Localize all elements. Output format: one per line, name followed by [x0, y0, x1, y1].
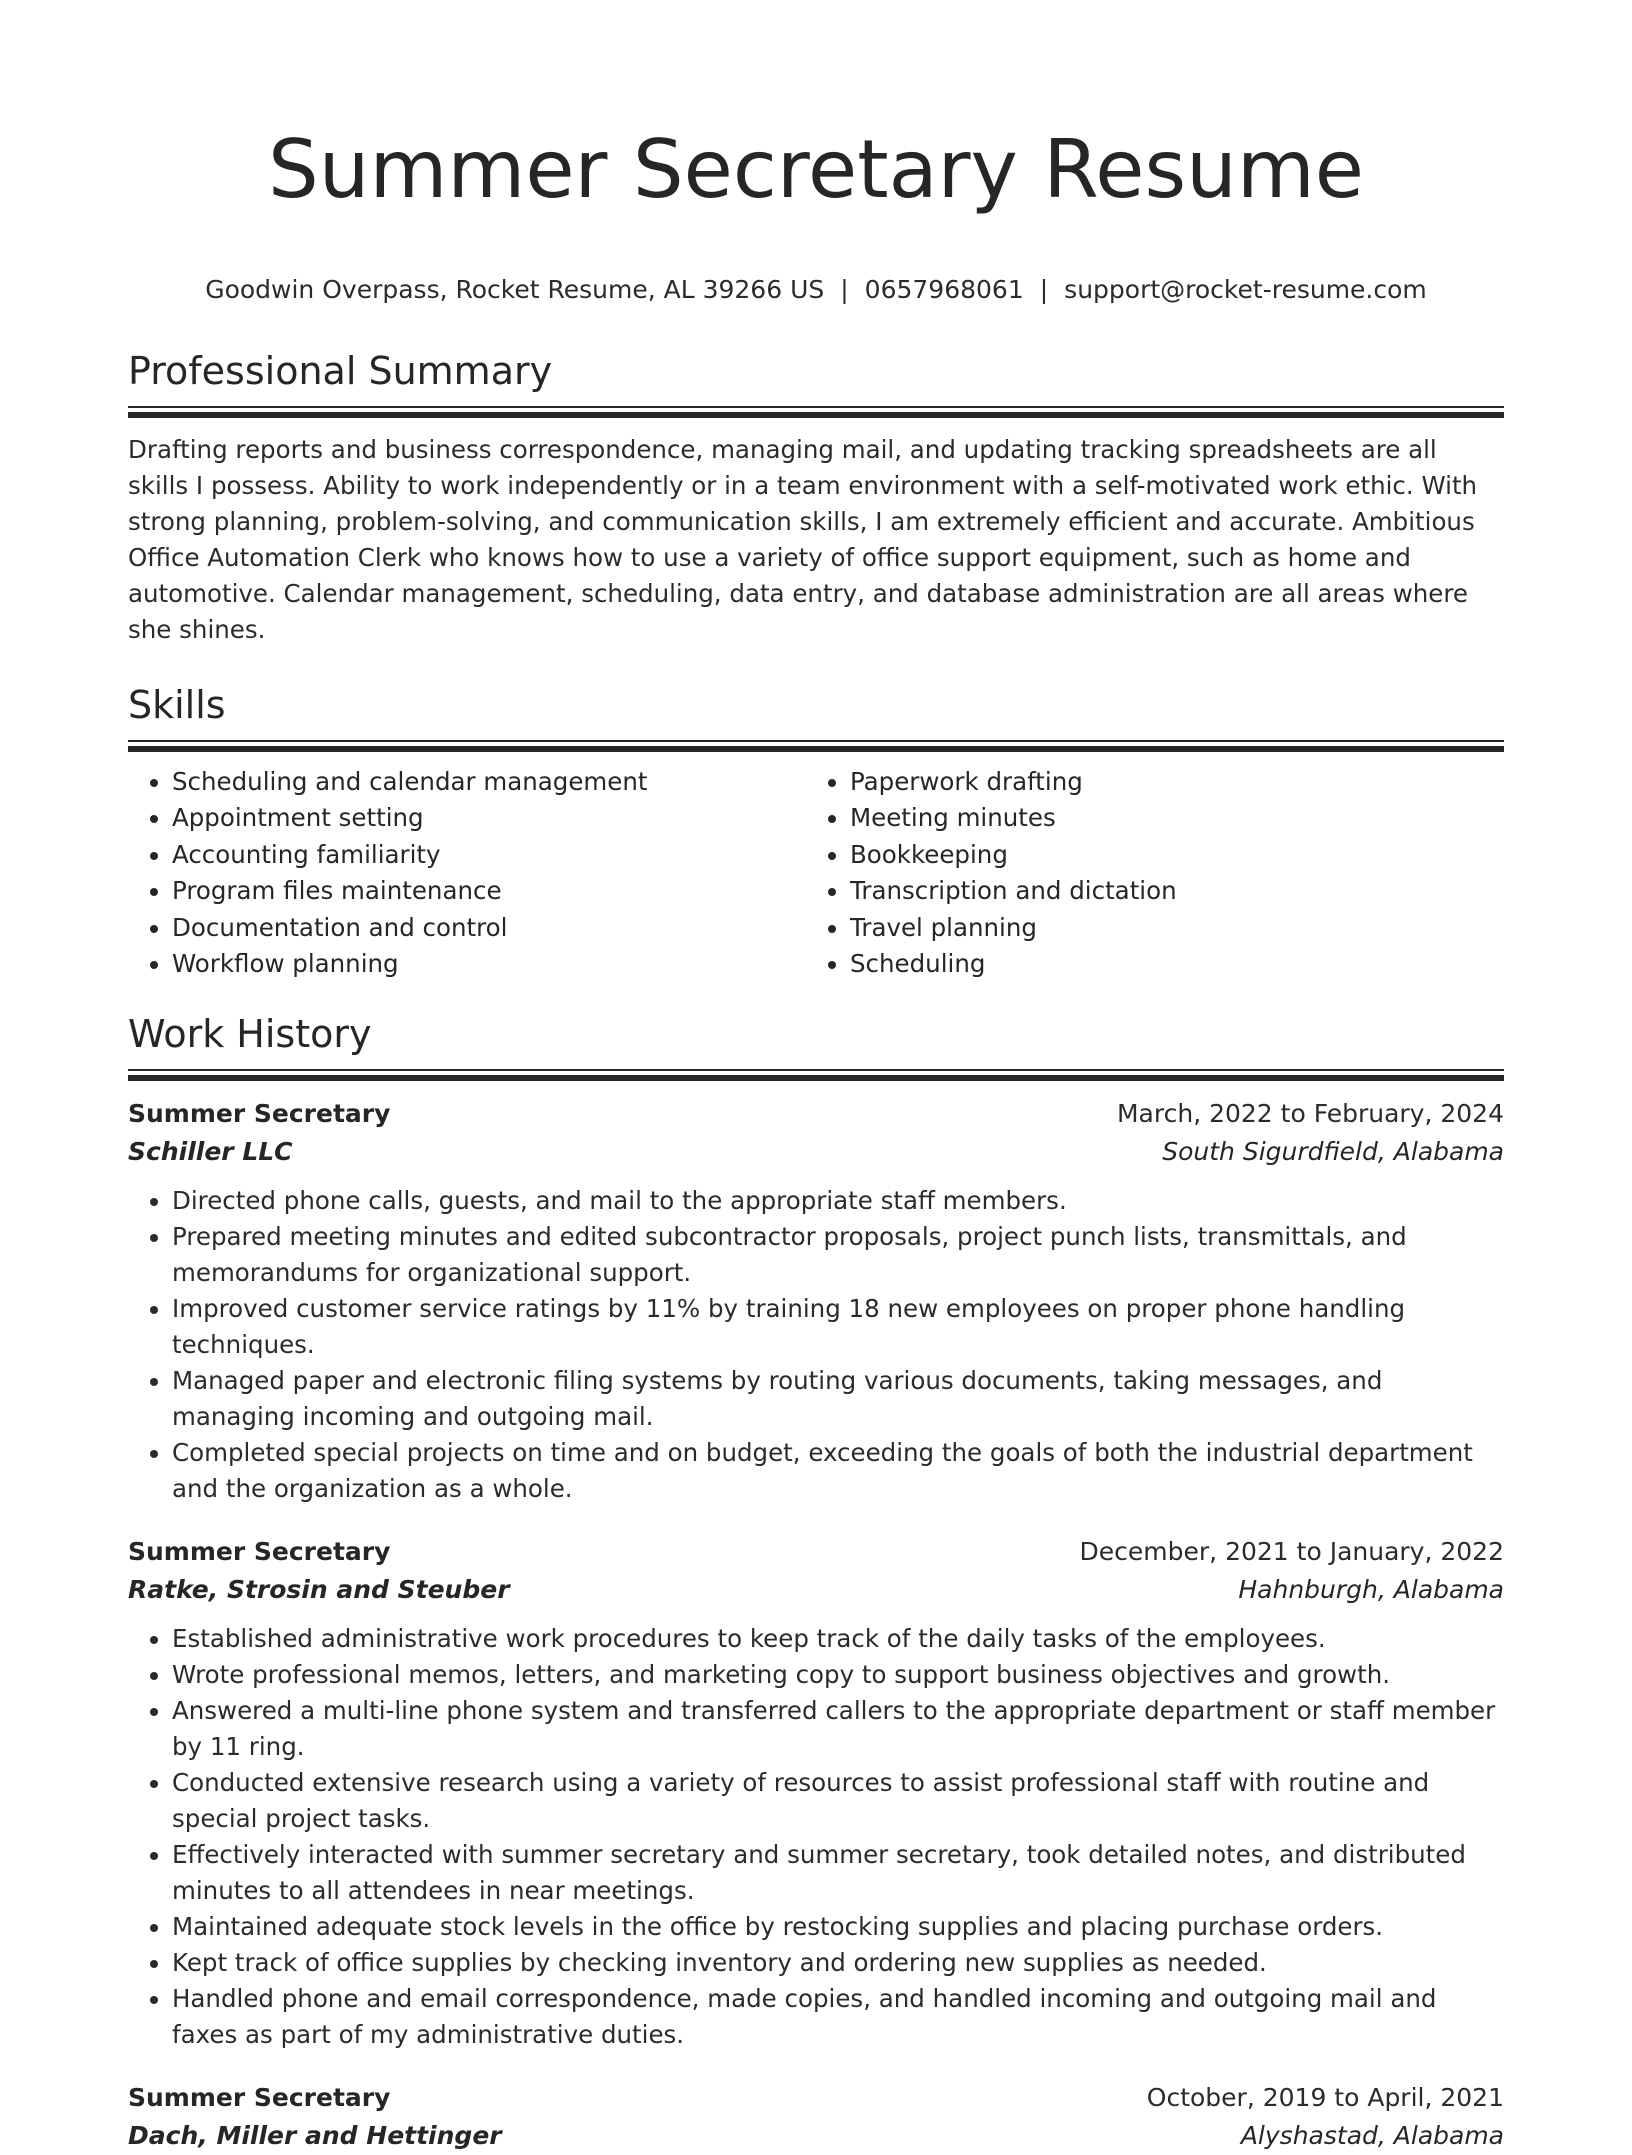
contact-separator: | [1039, 274, 1049, 304]
job-bullet: • Kept track of office supplies by checking inventory and ordering new supplies as needed. [172, 1945, 1504, 1981]
skills-list [128, 764, 1504, 983]
summary-section [128, 348, 1504, 648]
resume-name: Summer Secretary Resume [267, 123, 1364, 216]
job-header [128, 2079, 1504, 2117]
contact-separator: | [840, 274, 849, 304]
section-divider [128, 740, 1504, 752]
job-bullet: • Wrote professional memos, letters, and marketing copy to support business objectives and growth. [172, 1657, 1504, 1693]
job-dates: March, 2022 to February, 2024 [1116, 1098, 1504, 1128]
work-heading: Work History [128, 1011, 372, 1056]
job-header [128, 1095, 1504, 1133]
job-header [128, 1533, 1504, 1571]
job-title: Summer Secretary [128, 2082, 391, 2112]
job-bullet: • Handled phone and email correspondence, made copies, and handled incoming and outgoing mail and faxes as part of my administrative duties. [172, 1981, 1504, 2053]
job-entry [128, 1533, 1504, 2053]
skills-column-left [128, 764, 806, 983]
skill-item: • Transcription and dictation [850, 873, 1484, 910]
job-subheader [128, 2117, 1504, 2155]
job-bullet: • Completed special projects on time and on budget, exceeding the goals of both the industrial department and the organization as a whole. [172, 1435, 1504, 1507]
job-bullet: • Managed paper and electronic filing systems by routing various documents, taking messages, and managing incoming and outgoing mail. [172, 1363, 1504, 1435]
contact-address: Goodwin Overpass, Rocket Resume, AL 39266 US [205, 274, 825, 304]
job-subheader [128, 1133, 1504, 1171]
skills-column-right [806, 764, 1484, 983]
section-divider [128, 1069, 1504, 1081]
skills-heading: Skills [128, 682, 226, 727]
job-bullets [128, 1183, 1504, 1507]
job-dates: October, 2019 to April, 2021 [1146, 2082, 1504, 2112]
job-location: Alyshastad, Alabama [1240, 2120, 1504, 2150]
job-title: Summer Secretary [128, 1098, 391, 1128]
job-list [128, 1095, 1504, 2155]
job-location: South Sigurdfield, Alabama [1162, 1136, 1504, 1166]
skill-item: • Paperwork drafting [850, 764, 1484, 801]
job-bullet: • Improved customer service ratings by 11% by training 18 new employees on proper phone handling techniques. [172, 1291, 1504, 1363]
skills-section [128, 682, 1504, 983]
job-company: Dach, Miller and Hettinger [128, 2120, 502, 2150]
job-bullet: • Directed phone calls, guests, and mail to the appropriate staff members. [172, 1183, 1504, 1219]
work-section [128, 1011, 1504, 2155]
skill-item: • Meeting minutes [850, 800, 1484, 837]
job-entry [128, 2079, 1504, 2155]
job-subheader [128, 1571, 1504, 1609]
contact-email: support@rocket-resume.com [1064, 274, 1427, 304]
job-bullet: • Conducted extensive research using a variety of resources to assist professional staff with routine and special project tasks. [172, 1765, 1504, 1837]
section-divider [128, 406, 1504, 418]
skill-item: • Accounting familiarity [172, 837, 806, 874]
job-bullet: • Answered a multi-line phone system and transferred callers to the appropriate department or staff member by 11 ring. [172, 1693, 1504, 1765]
contact-phone: 0657968061 [864, 274, 1024, 304]
job-company: Schiller LLC [128, 1136, 293, 1166]
job-title: Summer Secretary [128, 1536, 391, 1566]
skill-item: • Documentation and control [172, 910, 806, 947]
job-bullets [128, 1621, 1504, 2053]
job-entry [128, 1095, 1504, 1507]
job-bullet: • Established administrative work procedures to keep track of the daily tasks of the employees. [172, 1621, 1504, 1657]
job-dates: December, 2021 to January, 2022 [1079, 1536, 1504, 1566]
skill-item: • Appointment setting [172, 800, 806, 837]
summary-heading: Professional Summary [128, 348, 553, 393]
skill-item: • Travel planning [850, 910, 1484, 947]
job-company: Ratke, Strosin and Steuber [128, 1574, 510, 1604]
skill-item: • Bookkeeping [850, 837, 1484, 874]
skill-item: • Scheduling [850, 946, 1484, 983]
job-bullet: • Effectively interacted with summer secretary and summer secretary, took detailed notes, and distributed minutes to all attendees in near meetings. [172, 1837, 1504, 1909]
resume-page [128, 0, 1504, 2155]
skill-item: • Workflow planning [172, 946, 806, 983]
job-location: Hahnburgh, Alabama [1238, 1574, 1504, 1604]
contact-line [128, 274, 1504, 306]
job-bullet: • Maintained adequate stock levels in the office by restocking supplies and placing purchase orders. [172, 1909, 1504, 1945]
job-bullet: • Prepared meeting minutes and edited subcontractor proposals, project punch lists, transmittals, and memorandums for organizational support. [172, 1219, 1504, 1291]
skill-item: • Scheduling and calendar management [172, 764, 806, 801]
skill-item: • Program files maintenance [172, 873, 806, 910]
summary-text: Drafting reports and business correspondence, managing mail, and updating tracking spreadsheets are all skills I possess. Ability to work independently or in a team environment with a self-motivated work ethic. With strong planning, problem-solving, and communication skills, I am extremely efficient and accurate. Ambitious Office Automation Clerk who knows how to use a variety of office support equipment, such as home and automotive. Calendar management, scheduling, data entry, and database administration are all areas where she shines. [128, 434, 1478, 644]
